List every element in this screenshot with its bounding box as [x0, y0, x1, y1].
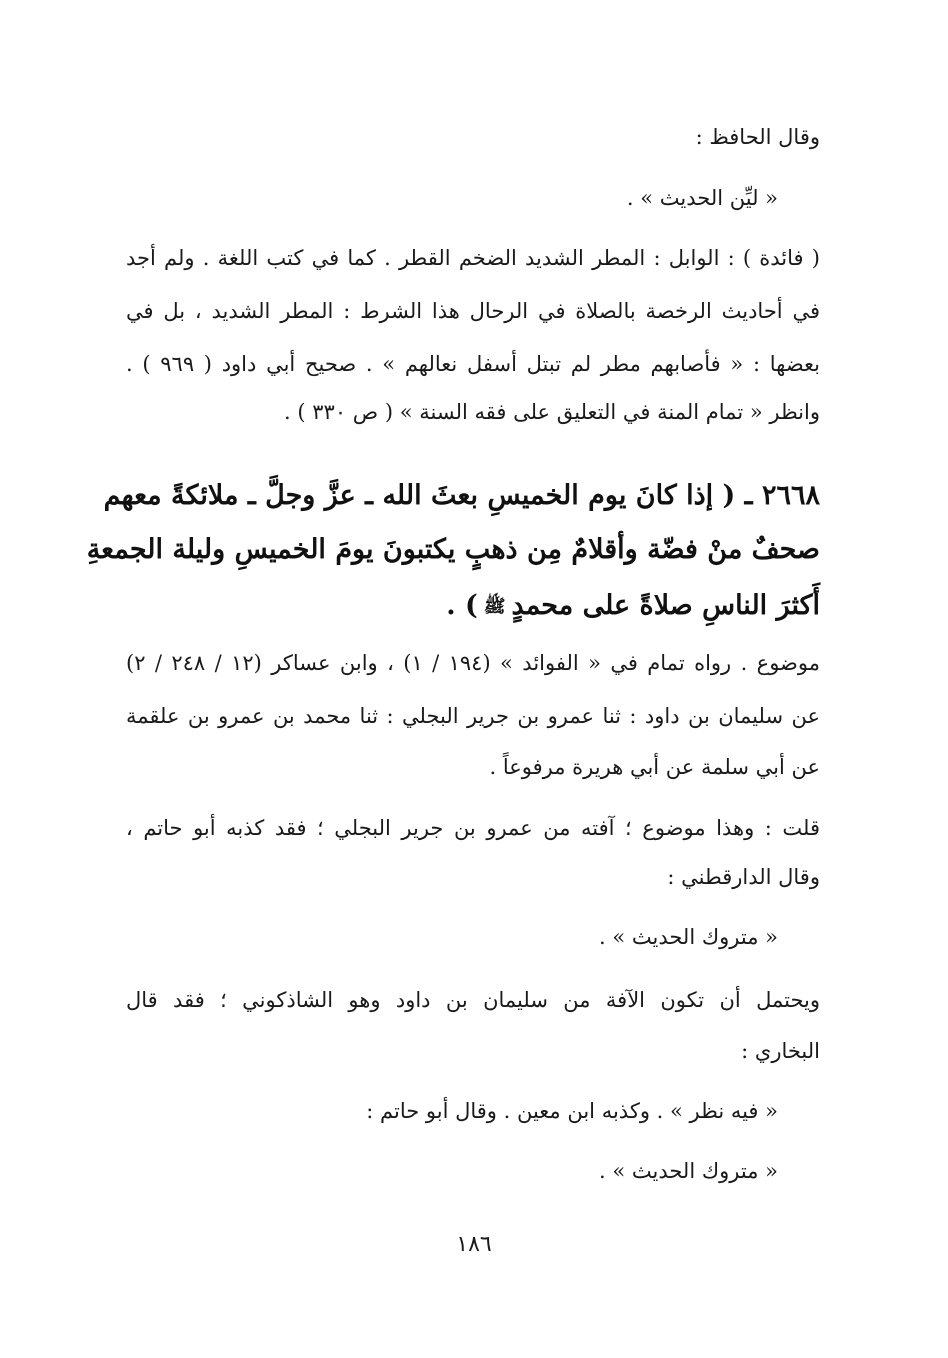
text-line: قلت : وهذا موضوع ؛ آفته من عمرو بن جرير البجلي ؛ فقد كذبه أبو حاتم ،	[126, 816, 820, 840]
quote-line: « ليِّن الحديث » .	[626, 186, 778, 210]
quote-line: « فيه نظر » . وكذبه ابن معين . وقال أبو حاتم :	[366, 1099, 778, 1123]
text-line: ويحتمل أن تكون الآفة من سليمان بن داود وهو الشاذكوني ؛ فقد قال	[126, 988, 820, 1012]
hadith-closing: ) .	[446, 590, 478, 621]
hadith-line: ٢٦٦٨ ـ ( إذا كانَ يوم الخميسِ بعثَ الله ـ عزَّ وجلَّ ـ ملائكةً معهم	[103, 480, 820, 511]
note-line: ( فائدة ) : الوابل : المطر الشديد الضخم القطر . كما في كتب اللغة . ولم أجد	[126, 246, 820, 270]
text-line: عن أبي سلمة عن أبي هريرة مرفوعاً .	[489, 755, 820, 779]
text-line: البخاري :	[741, 1039, 820, 1063]
quote-line: « متروك الحديث » .	[599, 1159, 778, 1183]
hadith-text: أَكثرَ الناسِ صلاةً على محمدٍ	[511, 590, 820, 621]
salawat-mark: ﷺ	[483, 595, 506, 617]
note-line: بعضها : « فأصابهم مطر لم تبتل أسفل نعالهم » . صحيح أبي داود ( ٩٦٩ ) .	[126, 352, 820, 376]
hadith-line	[446, 586, 820, 627]
note-line: وانظر « تمام المنة في التعليق على فقه السنة » ( ص ٣٣٠ ) .	[284, 400, 820, 424]
hadith-line: صحفٌ منْ فضّة وأقلامٌ مِن ذهبٍ يكتبونَ يومَ الخميسِ وليلة الجمعةِ	[86, 534, 820, 565]
text-line: وقال الدارقطني :	[667, 865, 820, 889]
text-line: عن سليمان بن داود : ثنا عمرو بن جرير البجلي : ثنا محمد بن عمرو بن علقمة	[126, 704, 820, 728]
quote-line: « متروك الحديث » .	[599, 925, 778, 949]
note-line: في أحاديث الرخصة بالصلاة في الرحال هذا الشرط : المطر الشديد ، بل في	[126, 299, 820, 323]
text-line: وقال الحافظ :	[695, 125, 820, 149]
page-number: ١٨٦	[456, 1232, 492, 1257]
text-line: موضوع . رواه تمام في « الفوائد » (١٩٤ / ١) ، وابن عساكر (١٢ / ٢٤٨ / ٢)	[126, 651, 820, 675]
